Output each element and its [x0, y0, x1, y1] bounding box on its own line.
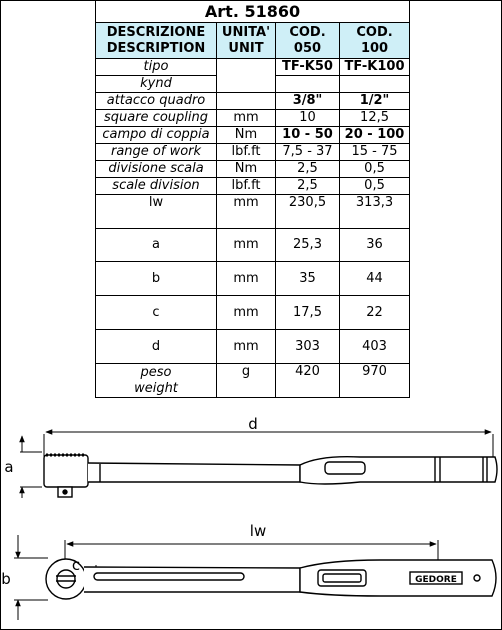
value-tipo-050: TF-K50	[276, 59, 340, 76]
label-lw: lw	[96, 195, 217, 229]
value-attacco-050: 3/8"	[276, 93, 340, 110]
value-tipo-100-empty	[340, 76, 410, 93]
value-coppia-050: 10 - 50	[276, 127, 340, 144]
unit-tipo	[217, 59, 276, 93]
header-unit: UNITA' UNIT	[217, 23, 276, 59]
value-scale-050: 2,5	[276, 178, 340, 195]
value-lw-100: 313,3	[340, 195, 410, 229]
label-divisione-scala: divisione scala	[96, 161, 217, 178]
value-attacco-100: 1/2"	[340, 93, 410, 110]
unit-divisione-nm: Nm	[217, 161, 276, 178]
label-b: b	[96, 262, 217, 296]
value-d-050: 303	[276, 330, 340, 364]
label-kynd: kynd	[96, 76, 217, 93]
label-weight: weight	[134, 380, 178, 396]
label-d: d	[96, 330, 217, 364]
unit-coppia-nm: Nm	[217, 127, 276, 144]
spec-table	[95, 0, 410, 398]
ratchet-head	[44, 455, 88, 487]
label-range-of-work: range of work	[96, 144, 217, 161]
value-scale-100: 0,5	[340, 178, 410, 195]
unit-peso: g	[217, 364, 276, 398]
dim-c-label: c	[71, 556, 81, 574]
side-view	[20, 432, 497, 498]
label-c: c	[96, 296, 217, 330]
value-coupling-100: 12,5	[340, 110, 410, 127]
wrench-drawing	[0, 410, 502, 628]
unit-square-coupling: mm	[217, 110, 276, 127]
dim-a-label: a	[4, 458, 14, 476]
value-peso-050: 420	[276, 364, 340, 398]
value-range-050: 7,5 - 37	[276, 144, 340, 161]
value-b-050: 35	[276, 262, 340, 296]
label-peso-weight	[96, 364, 217, 398]
value-divisione-100: 0,5	[340, 161, 410, 178]
unit-attacco-empty	[217, 93, 276, 110]
scale-slot	[94, 573, 244, 580]
article-title: Art. 51860	[96, 1, 410, 23]
label-attacco-quadro: attacco quadro	[96, 93, 217, 110]
value-lw-050: 230,5	[276, 195, 340, 229]
value-coupling-050: 10	[276, 110, 340, 127]
label-tipo: tipo	[96, 59, 217, 76]
value-divisione-050: 2,5	[276, 161, 340, 178]
unit-a: mm	[217, 229, 276, 262]
value-a-100: 36	[340, 229, 410, 262]
brand-logo: GEDORE	[415, 575, 457, 585]
value-c-050: 17,5	[276, 296, 340, 330]
header-description: DESCRIZIONE DESCRIPTION	[96, 23, 217, 59]
header-cod-100: COD. 100	[340, 23, 410, 59]
value-b-100: 44	[340, 262, 410, 296]
value-a-050: 25,3	[276, 229, 340, 262]
dim-d-label: d	[248, 415, 258, 433]
label-a: a	[96, 229, 217, 262]
unit-c: mm	[217, 296, 276, 330]
value-coppia-100: 20 - 100	[340, 127, 410, 144]
label-scale-division: scale division	[96, 178, 217, 195]
unit-coppia-lbf: lbf.ft	[217, 144, 276, 161]
label-peso: peso	[140, 364, 172, 380]
value-tipo-100: TF-K100	[340, 59, 410, 76]
value-c-100: 22	[340, 296, 410, 330]
dim-b-label: b	[1, 570, 11, 588]
value-tipo-050-empty	[276, 76, 340, 93]
value-d-100: 403	[340, 330, 410, 364]
unit-d: mm	[217, 330, 276, 364]
dim-lw-label: lw	[249, 522, 267, 540]
header-cod-050: COD. 050	[276, 23, 340, 59]
shaft	[88, 463, 300, 482]
label-square-coupling: square coupling	[96, 110, 217, 127]
label-campo-di-coppia: campo di coppia	[96, 127, 217, 144]
value-range-100: 15 - 75	[340, 144, 410, 161]
unit-lw: mm	[217, 195, 276, 229]
unit-divisione-lbf: lbf.ft	[217, 178, 276, 195]
unit-b: mm	[217, 262, 276, 296]
value-peso-100: 970	[340, 364, 410, 398]
